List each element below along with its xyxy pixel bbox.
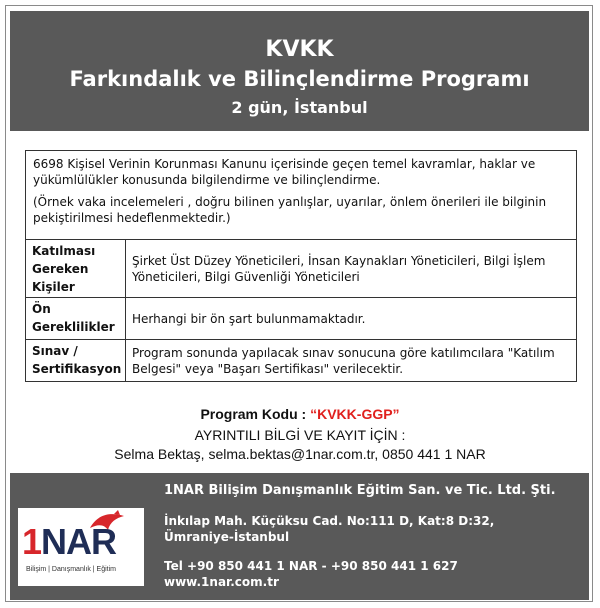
address-line: Ümraniye-İstanbul <box>164 530 290 544</box>
duration-location: 2 gün, İstanbul <box>231 98 368 117</box>
info-title: AYRINTILI BİLGİ VE KAYIT İÇİN : <box>194 427 406 443</box>
row-label: Katılması Gereken Kişiler <box>26 240 126 297</box>
row-value: Şirket Üst Düzey Yöneticileri, İnsan Kaynakları Yöneticileri, Bilgi İşlem Yöneticileri, Bilgi Güvenliği Yöneticileri <box>132 253 546 284</box>
page-title: KVKK <box>265 37 334 62</box>
logo-tagline: Bilişim | Danışmanlık | Eğitim <box>26 566 116 573</box>
program-details-table <box>25 150 577 382</box>
row-value: Herhangi bir ön şart bulunmamaktadır. <box>132 311 366 326</box>
intro-paragraph: 6698 Kişisel Verinin Korunması Kanunu içerisinde geçen temel kavramlar, haklar ve yükümlülükler konusunda bilgilendirme ve bilinçlendirme. <box>33 157 536 187</box>
table-row <box>26 297 576 339</box>
program-code-line <box>0 406 600 422</box>
address-line: İnkılap Mah. Küçüksu Cad. No:111 D, Kat:8 D:32, <box>164 514 495 528</box>
row-label: Sınav / Sertifikasyon <box>26 340 126 381</box>
company-logo <box>18 508 144 586</box>
contact-info[interactable]: Selma Bektaş, selma.bektas@1nar.com.tr, 0850 441 1 NAR <box>114 446 486 462</box>
row-label: Ön Gereklilikler <box>26 298 126 339</box>
program-code: “KVKK-GGP” <box>310 406 400 422</box>
program-code-label: Program Kodu : <box>200 406 311 422</box>
phone-numbers: Tel +90 850 441 1 NAR - +90 850 441 1 627 <box>164 559 458 573</box>
contact-block <box>164 558 458 590</box>
company-name: 1NAR Bilişim Danışmanlık Eğitim San. ve Tic. Ltd. Şti. <box>164 483 556 498</box>
row-value: Program sonunda yapılacak sınav sonucuna göre katılımcılara "Katılım Belgesi" veya "Başarı Sertifikası" verilecektir. <box>132 345 555 376</box>
website-link[interactable]: www.1nar.com.tr <box>164 575 279 589</box>
header-banner <box>10 11 589 131</box>
table-row <box>26 339 576 381</box>
company-address <box>164 513 494 545</box>
page-subtitle: Farkındalık ve Bilinçlendirme Programı <box>69 67 530 91</box>
logo-wordmark: 1NAR <box>22 521 117 562</box>
intro-section <box>26 151 576 239</box>
intro-note: (Örnek vaka incelemeleri , doğru bilinen yanlışlar, uyarılar, önlem önerileri ile bilginin pekiştirilmesi hedeflenmektedir.) <box>33 195 547 225</box>
table-row <box>26 239 576 297</box>
